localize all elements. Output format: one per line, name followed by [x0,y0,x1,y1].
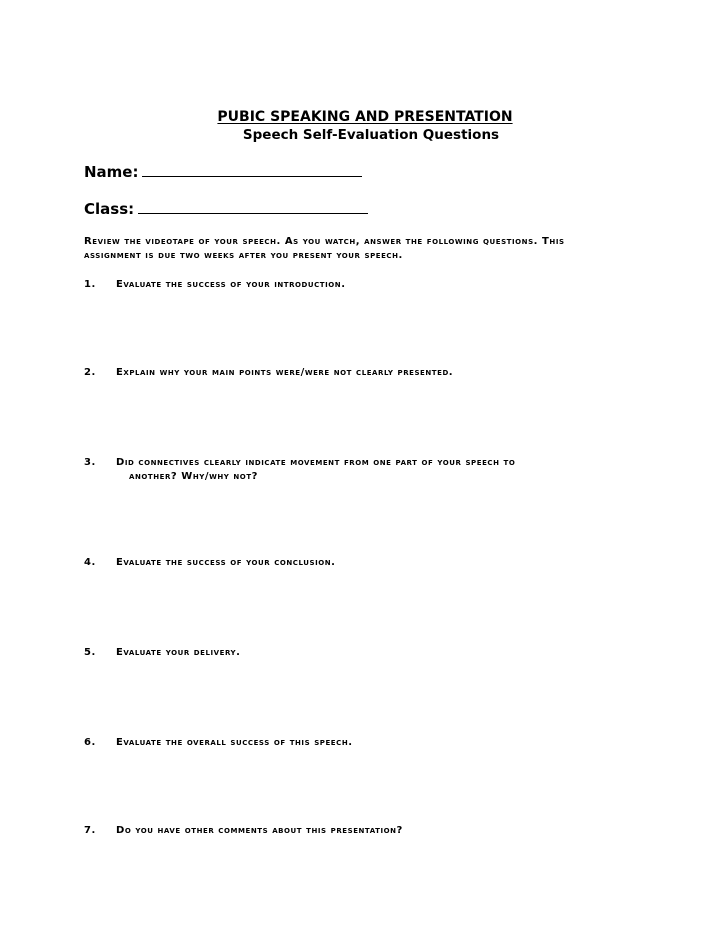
question-text: Evaluate the overall success of this speech. [116,737,353,748]
instructions-line-2: assignment is due two weeks after you present your speech. [84,250,403,261]
class-blank-line[interactable] [138,200,368,214]
question-number: 5. [84,647,96,658]
question-text: Evaluate the success of your introduction. [116,279,346,290]
question-2 [84,366,453,380]
class-label: Class: [84,200,135,218]
name-field [84,163,362,181]
page-title-text: PUBIC SPEAKING AND PRESENTATION [217,109,513,125]
question-6 [84,736,353,750]
question-text: Did connectives clearly indicate movement from one part of your speech to [116,457,516,468]
name-label: Name: [84,163,139,181]
instructions [84,235,565,263]
question-number: 2. [84,367,96,378]
question-number: 4. [84,557,96,568]
question-text: Evaluate the success of your conclusion. [116,557,336,568]
question-number: 3. [84,457,96,468]
name-blank-line[interactable] [142,163,362,177]
instructions-line-1: Review the videotape of your speech. As you watch, answer the following questions. This [84,236,565,247]
question-text: Evaluate your delivery. [116,647,241,658]
question-1 [84,278,346,292]
question-5 [84,646,241,660]
question-text: Do you have other comments about this presentation? [116,825,403,836]
question-3 [84,456,515,484]
question-4 [84,556,335,570]
class-field [84,200,368,218]
page-title [0,108,728,126]
question-number: 7. [84,825,96,836]
page-subtitle: Speech Self-Evaluation Questions [242,127,500,143]
question-number: 6. [84,737,96,748]
question-text-continuation: another? Why/why not? [129,471,258,482]
question-text: Explain why your main points were/were not clearly presented. [116,367,454,378]
question-7 [84,824,403,838]
question-number: 1. [84,279,96,290]
